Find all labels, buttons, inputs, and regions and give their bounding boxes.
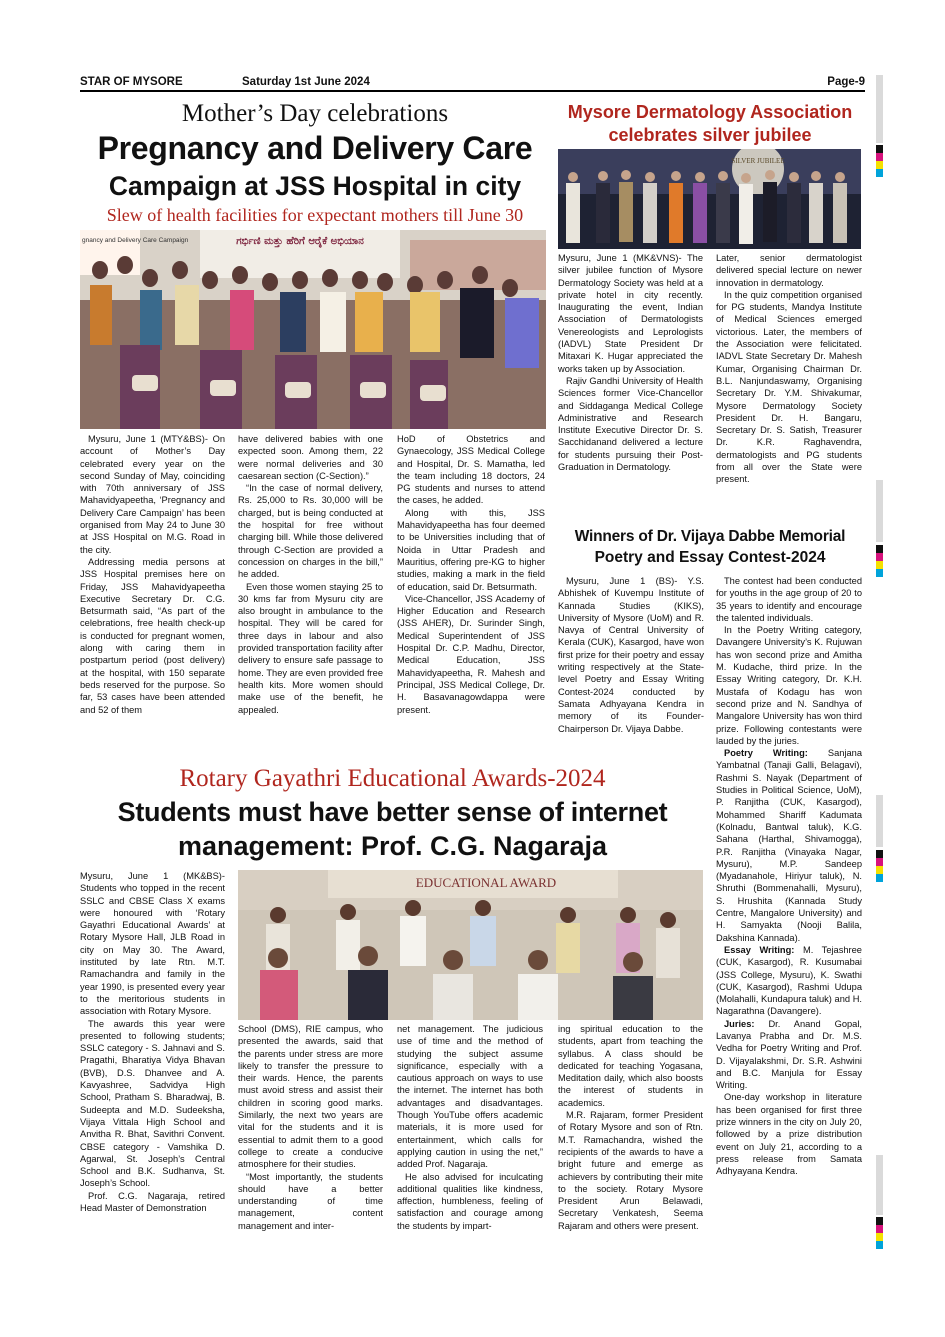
- story2-headline-line2: celebrates silver jubilee: [608, 125, 812, 145]
- story3-paragraph: The contest had been conducted for youths in the age group of 20 to 35 years to identify and encourage the talented individuals.: [716, 576, 862, 623]
- story4-paragraph: ing spiritual education to the students, apart from teaching the syllabus. A class should be dedicated for teaching Yogasana, Meditation daily, which also boosts the interest of students in academics.: [558, 1024, 703, 1108]
- story4-paragraph: School (DMS), RIE campus, who presented the awards, said that the parents under stress are more likely to transfer the pressure to their wards. Hence, the parents must avoid stress and assist their children in scoring good marks. Similarly, the next two years are vital for the students and it is essential to admit them to a good college to create a conducive atmosphere for their studies.: [238, 1024, 383, 1170]
- registration-mark: [876, 1217, 883, 1249]
- story3-column-1: [558, 575, 704, 735]
- registration-mark: [876, 145, 883, 177]
- story3-juries-paragraph: [716, 1018, 862, 1092]
- story1-paragraph: Vice-Chancellor, JSS Academy of Higher Education and Research (JSS AHER), Dr. Surinder Singh, Medical Superintendent of JSS Hospital Dr. C.P. Madhu, Director, Medical Education, JSS Mahavidyapeetha, R. Mahesh and Principal, JSS Medical College, Dr. H. Basavanagowdappa were present.: [397, 593, 545, 715]
- story3-paragraph: In the Poetry Writing category, Davangere University’s K. Rujuwan has won second prize and Amitha M. Kudache, third prize. In the Essay Writing category, Dr. K.H. Mustafa of Kodagu has won second prize and N. Sandhya of Mangalore University has won third prize. Following contestants were lauded by the juries.: [716, 625, 862, 746]
- story4-paragraph: “Most importantly, the students should have a better understanding of time management, content management and inter-: [238, 1171, 383, 1231]
- margin-gray-bar: [876, 1155, 883, 1215]
- story4-column-1: [80, 870, 225, 1214]
- story4-photo-banner-text: EDUCATIONAL AWARD: [415, 875, 557, 890]
- story2-photo-banner-text: SILVER JUBILEE: [731, 157, 785, 165]
- story4-headline-line1: Students must have better sense of internet: [117, 797, 668, 827]
- story3-essay-paragraph: [716, 944, 862, 1018]
- story1-column-1: [80, 433, 225, 716]
- story1-photo-illustration: [80, 230, 546, 429]
- poetry-label: Poetry Writing:: [724, 748, 808, 759]
- story1-photo: [80, 230, 546, 429]
- story2-column-1: [558, 252, 703, 473]
- story1-headline-line2: Campaign at JSS Hospital in city: [108, 171, 522, 201]
- story2-photo-illustration: [558, 149, 861, 249]
- registration-mark: [876, 850, 883, 882]
- essay-label: Essay Writing:: [724, 944, 795, 955]
- masthead-rule: [80, 90, 865, 92]
- essay-text: M. Tejashree (CUK, Kasargod), R. Kusumabai (JSS College, Mysuru), K. Swathi (CUK, Kasargod), Rashmi Udupa (Molahalli, Kundapura taluk) and H. Nagarathna (Davangere).: [716, 944, 862, 1017]
- story2-paragraph: Mysuru, June 1 (MK&VNS)- The silver jubilee function of Mysore Dermatology Society was held at a private hotel in city recently. Inaugurating the event, Indian Association of Dermatologists Venereologists and Leprologists (IADVL) State President Dr Mitaxari K. Hugar appreciated the works taken up by Association.: [558, 253, 703, 374]
- story1-paragraph: Even those women staying 25 to 30 kms far from Mysuru city are also brought in ambulance to the hospital. They will be cared for three days in labour and also provided transportation facility after delivery to ensure safe passage to home. They are even provided free health kits. More women should make use of the benefit, he appealed.: [238, 581, 383, 715]
- story4-photo-illustration: [238, 870, 703, 1020]
- story4-column-4: [558, 1023, 703, 1232]
- story3-poetry-paragraph: [716, 747, 862, 944]
- registration-mark: [876, 545, 883, 577]
- story1-column-2: [238, 433, 383, 716]
- story1-paragraph: HoD of Obstetrics and Gynaecology, JSS Medical College and Hospital, Dr. S. Mamatha, led the team including 18 doctors, 24 PG students and nurses to attend the cases, he added.: [397, 434, 545, 506]
- story3-headline-line1: Winners of Dr. Vijaya Dabbe Memorial: [574, 528, 846, 545]
- story4-column-2: [238, 1023, 383, 1232]
- story4-paragraph: net management. The judicious use of time and the method of studying the subject assume significance, especially with a cautious approach on ways to use the internet. The internet has both advantages and disadvantages. Though YouTube offers academic materials, it is more used for entertainment, which calls for applying caution in using the net,” added Prof. Nagaraja.: [397, 1024, 543, 1170]
- story1-headline-line1: Pregnancy and Delivery Care: [97, 130, 533, 166]
- margin-gray-bar: [876, 480, 883, 542]
- story1-subhead: Slew of health facilities for expectant mothers till June 30: [106, 205, 524, 225]
- issue-date: Saturday 1st June 2024: [242, 76, 370, 88]
- story1-kicker: Mother’s Day celebrations: [181, 100, 449, 127]
- story2-paragraph: Rajiv Gandhi University of Health Sciences former Vice-Chancellor and Siddaganga Medical College Administrative and Research Institute Executive Director Dr. S. Sacchidanand delivered a lecture for students pursuing their Post-Graduation in Dermatology.: [558, 375, 703, 473]
- story4-kicker: Rotary Gayathri Educational Awards-2024: [179, 765, 606, 792]
- story3-paragraph: Mysuru, June 1 (BS)- Y.S. Abhishek of Kuvempu Institute of Kannada Studies (KIKS), University of Mysore (UoM) and R. Navya of Central University of Kerala (CUK), Kasargod, have won first prize for their poetry and essay writing respectively at the State-level Poetry and Essay Writing Contest-2024 conducted by Samata Adhyayana Kendra in memory of its Founder-Chairperson Dr. Vijaya Dabbe.: [558, 576, 704, 734]
- story4-paragraph: He also advised for inculcating additional qualities like kindness, affection, humbleness, feeling of satisfaction and courage among the students by impart-: [397, 1171, 543, 1231]
- story1-photo-banner-text: ಗರ್ಭಿಣಿ ಮತ್ತು ಹೆರಿಗೆ ಆರೈಕೆ ಅಭಿಯಾನ: [236, 236, 364, 247]
- story2-headline-line1: Mysore Dermatology Association: [567, 102, 853, 122]
- story4-column-3: [397, 1023, 543, 1232]
- masthead: [80, 76, 865, 90]
- story1-photo-sign-text: gnancy and Delivery Care Campaign: [82, 237, 189, 244]
- story4-photo: [238, 870, 703, 1020]
- story2-paragraph: Later, senior dermatologist delivered special lecture on newer innovation in dermatology.: [716, 253, 862, 288]
- story1-column-3: [397, 433, 545, 716]
- story4-paragraph: Mysuru, June 1 (MK&BS)- Students who topped in the recent SSLC and CBSE Class X exams were honoured with ‘Rotary Gayathri Educational Awards’ at Rotary Mysore Hall, JLB Road in city on May 30. The Award, instituted by late Rtn. M.T. Ramachandra and family in the year 1990, is presented every year to the meritorious students in association with Rotary Mysore.: [80, 871, 225, 1017]
- story1-paragraph: Mysuru, June 1 (MTY&BS)- On account of Mother’s Day celebrated every year on the second Sunday of May, coinciding with 70th anniversary of JSS Mahavidyapeetha, ‘Pregnancy and Delivery Care Campaign’ has been organised from May 24 to June 30 at JSS Hospital on M.G. Road in the city.: [80, 434, 225, 555]
- story4-paragraph: Prof. C.G. Nagaraja, retired Head Master of Demonstration: [80, 1190, 225, 1214]
- story3-paragraph: One-day workshop in literature has been organised for first three prize winners in the city on July 20, followed by a prize distribution event on July 21, according to a press release from Samata Adhyayana Kendra.: [716, 1092, 862, 1177]
- juries-text: Dr. Anand Gopal, Lavanya Prabha and Dr. M.S. Vedha for Poetry Writing and Prof. D. Vijayalakshmi, Dr. S.R. Ashwini and B.C. Manjula for Essay Writing.: [716, 1018, 862, 1091]
- story1-paragraph: have delivered babies with one expected soon. Among them, 22 were normal deliveries and 30 caesarean section (C-Section).”: [238, 434, 383, 481]
- juries-label: Juries:: [724, 1018, 755, 1029]
- story1-paragraph: Addressing media persons at JSS Hospital premises here on Friday, JSS Mahavidyapeetha Executive Secretary Dr. C.G. Betsurmath said, “As part of the celebrations, free health check-up is conducted for pregnant women, along with caring them in postpartum period (post delivery) at the hospital, with 150 separate beds reserved for the purpose. So far, 53 cases have been attended and 52 of them: [80, 556, 225, 715]
- story2-column-2: [716, 252, 862, 486]
- newspaper-name: STAR OF MYSORE: [80, 76, 183, 88]
- story3-headline-line2: Poetry and Essay Contest-2024: [594, 549, 826, 566]
- margin-gray-bar: [876, 75, 883, 143]
- story4-paragraph: M.R. Rajaram, former President of Rotary Mysore and son of Rtn. M.T. Ramachandra, wished the recipients of the awards to have a bright future and emerge as achievers by contributing their mite to the society. Rotary Mysore President Arun Belawadi, Secretary Venkatesh, Seema Rajaram and others were present.: [558, 1110, 703, 1231]
- page-number: Page-9: [827, 76, 865, 88]
- story1-paragraph: “In the case of normal delivery, Rs. 25,000 to Rs. 30,000 will be charged, but is being conducted at the hospital for free without charging bill. While those delivered through C-Section are provided a concession on charges in the bill,” he added.: [238, 483, 383, 580]
- story1-paragraph: Along with this, JSS Mahavidyapeetha has four deemed to be Universities including that of Noida in Uttar Pradesh and Mauritius, offering pre-KG to higher studies, making a mark in the field of education, said Dr. Betsurmath.: [397, 507, 545, 592]
- story4-headline-line2: management: Prof. C.G. Nagaraja: [177, 831, 608, 861]
- margin-gray-bar: [876, 795, 883, 847]
- story2-photo: [558, 149, 861, 249]
- story3-column-2: [716, 575, 862, 1178]
- story2-paragraph: In the quiz competition organised for PG students, Mandya Institute of Medical Sciences emerged victorious. Later, the members of the Association were felicitated. IADVL State Secretary Dr. Mahesh Kumar, Organising Chairman Dr. B.L. Nanjundaswamy, Organising Secretary Dr. Y.M. Shivakumar, Mysore Dermatology Society President Dr. H. Bangaru, Secretary Dr. S. Satish, Treasurer Dr. K.R. Raghavendra, dermatologists and PG students from all over the State were present.: [716, 289, 862, 485]
- poetry-text: Sanjana Yambatnal (Tanaji Galli, Belagavi), Rashmi S. Nayak (Department of Studies in Political Science, UoM), P. Ranjitha (CUK, Kasargod), Mohammed Shariff Kadumata (Kolnadu, Bantwal taluk), K.G. Sahana (Harthal, Shivamogga), P.R. Ranjitha (Vinayaka Nagar, Mysuru), M.P. Sandeep (Myadanahole, Hiriyur taluk), N. Shruthi (Bommenahalli, Mysuru), S. Hrushita (Kannada Study Centre, Mangalore University) and H. Samyakta (Nooji Balila, Dakshina Kannada).: [716, 748, 862, 943]
- story4-paragraph: The awards this year were presented to following students; SSLC category - S. Jahnavi and S. Pragathi, Bharatiya Vidya Bhavan (BVB), D.S. Dhanvee and A. Kavyashree, Sadvidya High School, Pratham S. Bharadwaj, B. Sudeepta and M.D. Sudeeksha, Vijaya Vittala High School and Anvitha R. Bhat, Savithri Convent. CBSE category - Vamshika D. Agarwal, St. Joseph’s Central School and B.K. Sudhanva, St. Joseph’s School.: [80, 1018, 225, 1189]
